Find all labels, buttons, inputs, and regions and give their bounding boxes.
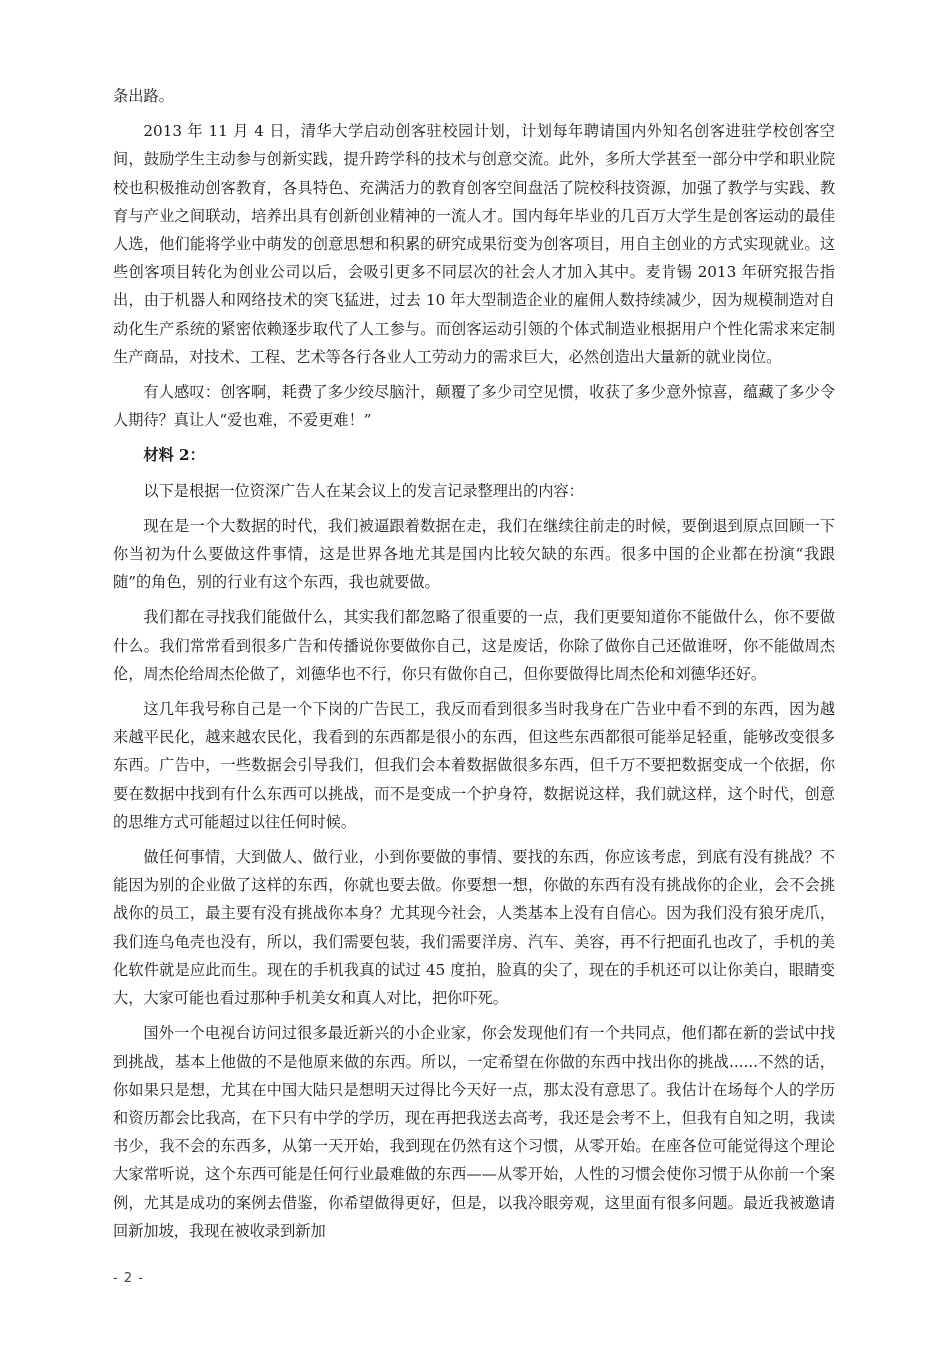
paragraph-intro: 以下是根据一位资深广告人在某会议上的发言记录整理出的内容： [143,481,584,500]
page-number: - 2 - [113,1271,144,1286]
paragraph-continuation: 条出路。 [113,87,174,105]
document-body [113,82,835,1252]
paragraph-maker-sigh: 有人感叹：创客啊，耗费了多少绞尽脑汁，颠覆了多少司空见惯，收获了多少意外惊喜，蕴藏了多少令人期待？真让人“爱也难，不爱更难！” [113,383,835,430]
paragraph-be-yourself: 我们都在寻找我们能做什么，其实我们都忽略了很重要的一点，我们更要知道你不能做什么，你不要做什么。我们常常看到很多广告和传播说你要做你自己，这是废话，你除了做你自己还做谁呀，你不能做周杰伦，周杰伦给周杰伦做了，刘德华也不行，你只有做你自己，但你要做得比周杰伦和刘德华还好。 [113,608,835,683]
paragraph-challenge: 做任何事情，大到做人、做行业，小到你要做的事情、要找的东西，你应该考虑，到底有没有挑战？不能因为别的企业做了这样的东西，你就也要去做。你要想一想，你做的东西有没有挑战你的企业，会不会挑战你的员工，最主要有没有挑战你本身？尤其现今社会，人类基本上没有自信心。因为我们没有狼牙虎爪，我们连乌龟壳也没有，所以，我们需要包装，我们需要洋房、汽车、美容，再不行把面孔也改了，手机的美化软件就是应此而生。现在的手机我真的试过 45 度拍，脸真的尖了，现在的手机还可以让你美白，眼睛变大，大家可能也看过那种手机美女和真人对比，把你吓死。 [113,848,835,1008]
paragraph-tsinghua-maker: 2013 年 11 月 4 日，清华大学启动创客驻校园计划，计划每年聘请国内外知名创客进驻学校创客空间，鼓励学生主动参与创新实践，提升跨学科的技术与创意交流。此外，多所大学甚至一部分中学和职业院校也积极推动创客教育，各具特色、充满活力的教育创客空间盘活了院校科技资源，加强了教学与实践、教育与产业之间联动，培养出具有创新创业精神的一流人才。国内每年毕业的几百万大学生是创客运动的最佳人选，他们能将学业中萌发的创意思想和积累的研究成果衍变为创客项目，用自主创业的方式实现就业。这些创客项目转化为创业公司以后，会吸引更多不同层次的社会人才加入其中。麦肯锡 2013 年研究报告指出，由于机器人和网络技术的突飞猛进，过去 10 年大型制造企业的雇佣人数持续减少，因为规模制造对自动化生产系统的紧密依赖逐步取代了人工参与。而创客运动引领的个体式制造业根据用户个性化需求来定制生产商品，对技术、工程、艺术等各行各业人工劳动力的需求巨大，必然创造出大量新的就业岗位。 [113,122,835,366]
paragraph-ad-worker: 这几年我号称自己是一个下岗的广告民工，我反而看到很多当时我身在广告业中看不到的东西，因为越来越平民化，越来越农民化，我看到的东西都是很小的东西，但这些东西都很可能举足轻重，能够改变很多东西。广告中，一些数据会引导我们，但我们会本着数据做很多东西，但千万不要把数据变成一个依据，你要在数据中找到有什么东西可以挑战，而不是变成一个护身符，数据说这样，我们就这样，这个时代，创意的思维方式可能超过以往任何时候。 [113,700,835,831]
material-2-heading: 材料 2： [143,446,205,465]
paragraph-start-from-zero: 国外一个电视台访问过很多最近新兴的小企业家，你会发现他们有一个共同点，他们都在新的尝试中找到挑战，基本上他做的不是他原来做的东西。所以，一定希望在你做的东西中找出你的挑战......不然的话，你如果只是想，尤其在中国大陆只是想明天过得比今天好一点，那太没有意思了。我估计在场每个人的学历和资历都会比我高，在下只有中学的学历，现在再把我送去高考，我还是会考不上，但我有自知之明，我读书少，我不会的东西多，从第一天开始，我到现在仍然有这个习惯，从零开始。在座各位可能觉得这个理论大家常听说，这个东西可能是任何行业最难做的东西——从零开始，人性的习惯会使你习惯于从你前一个案例，尤其是成功的案例去借鉴，你希望做得更好，但是，以我冷眼旁观，这里面有很多问题。最近我被邀请回新加坡，我现在被收录到新加 [113,1024,835,1240]
paragraph-big-data: 现在是一个大数据的时代，我们被逼跟着数据在走，我们在继续往前走的时候，要倒退到原点回顾一下你当初为什么要做这件事情，这是世界各地尤其是国内比较欠缺的东西。很多中国的企业都在扮演“我跟随”的角色，别的行业有这个东西，我也就要做。 [113,516,835,592]
